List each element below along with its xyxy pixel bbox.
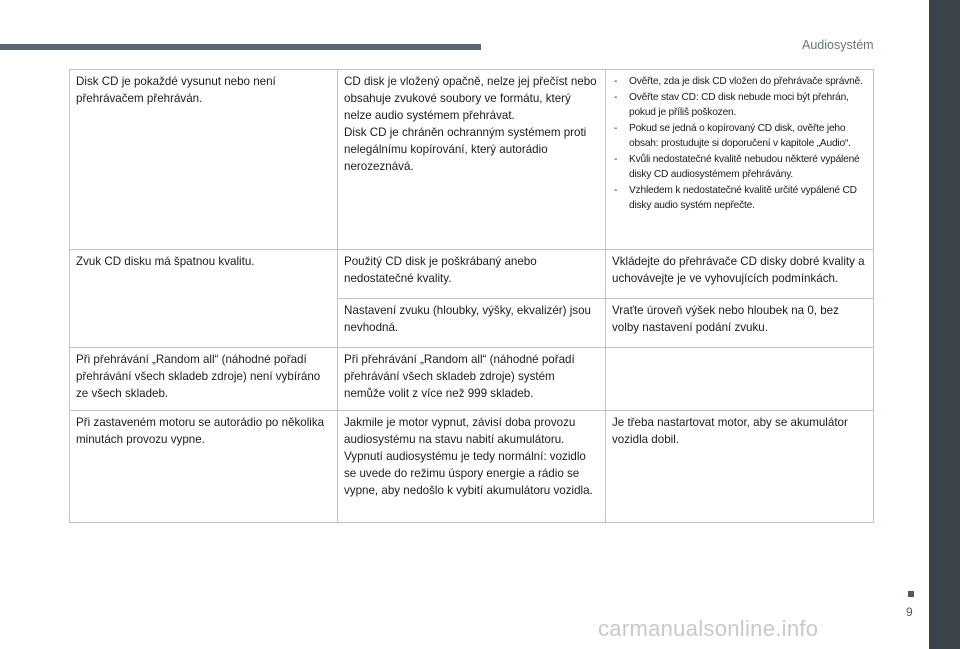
solution-cell [606, 348, 874, 411]
header-bar [0, 44, 481, 50]
question-cell: Disk CD je pokaždé vysunut nebo není přehrávačem přehráván. [70, 70, 338, 250]
watermark: carmanualsonline.info [598, 616, 819, 641]
question-cell: Při zastaveném motoru se autorádio po několika minutách provozu vypne. [70, 411, 338, 523]
table-row [70, 70, 874, 250]
solution-cell: Vraťte úroveň výšek nebo hloubek na 0, bez volby nastavení podání zvuku. [606, 299, 874, 348]
cause-cell: Při přehrávání „Random all“ (náhodné pořadí přehrávání všech skladeb zdroje) systém nemůže volit z více než 999 skladeb. [338, 348, 606, 411]
solution-list [612, 74, 867, 214]
page-number: 9 [906, 605, 913, 619]
solution-cell: Vkládejte do přehrávače CD disky dobré kvality a uchovávejte je ve vyhovujících podmínkách. [606, 250, 874, 299]
cause-cell: Jakmile je motor vypnut, závisí doba provozu audiosystému na stavu nabití akumulátoru. Vypnutí audiosystému je tedy normální: vozidlo se uvede do režimu úspory energie a rádio se vypne, aby nedošlo k vybití akumulátoru vozidla. [338, 411, 606, 523]
list-item: - Pokud se jedná o kopírovaný CD disk, ověřte jeho obsah: prostudujte si doporučení v kapitole „Audio“. [612, 121, 867, 152]
troubleshooting-table [69, 69, 874, 523]
list-item: - Ověřte stav CD: CD disk nebude moci být přehrán, pokud je příliš poškozen. [612, 90, 867, 121]
table-row [70, 348, 874, 411]
page-marker [908, 591, 914, 597]
question-cell: Při přehrávání „Random all“ (náhodné pořadí přehrávání všech skladeb zdroje) není vybíráno ze všech skladeb. [70, 348, 338, 411]
side-strip [929, 0, 960, 649]
question-cell: Zvuk CD disku má špatnou kvalitu. [70, 250, 338, 348]
section-title: Audiosystém [802, 38, 874, 52]
cause-cell: CD disk je vložený opačně, nelze jej přečíst nebo obsahuje zvukové soubory ve formátu, který nelze audio systémem přehrávat. Disk CD je chráněn ochranným systémem proti nelegálnímu kopírování, který autorádio nerozeznává. [338, 70, 606, 250]
cause-cell: Nastavení zvuku (hloubky, výšky, ekvalizér) jsou nevhodná. [338, 299, 606, 348]
table-row [70, 250, 874, 299]
list-item: - Vzhledem k nedostatečné kvalitě určité vypálené CD disky audio systém nepřečte. [612, 183, 867, 214]
solution-cell: Je třeba nastartovat motor, aby se akumulátor vozidla dobil. [606, 411, 874, 523]
list-item: - Ověřte, zda je disk CD vložen do přehrávače správně. [612, 74, 867, 90]
solution-cell [606, 70, 874, 250]
table-row [70, 411, 874, 523]
cause-cell: Použitý CD disk je poškrábaný anebo nedostatečné kvality. [338, 250, 606, 299]
list-item: - Kvůli nedostatečné kvalitě nebudou některé vypálené disky CD audiosystémem přehrávány. [612, 152, 867, 183]
